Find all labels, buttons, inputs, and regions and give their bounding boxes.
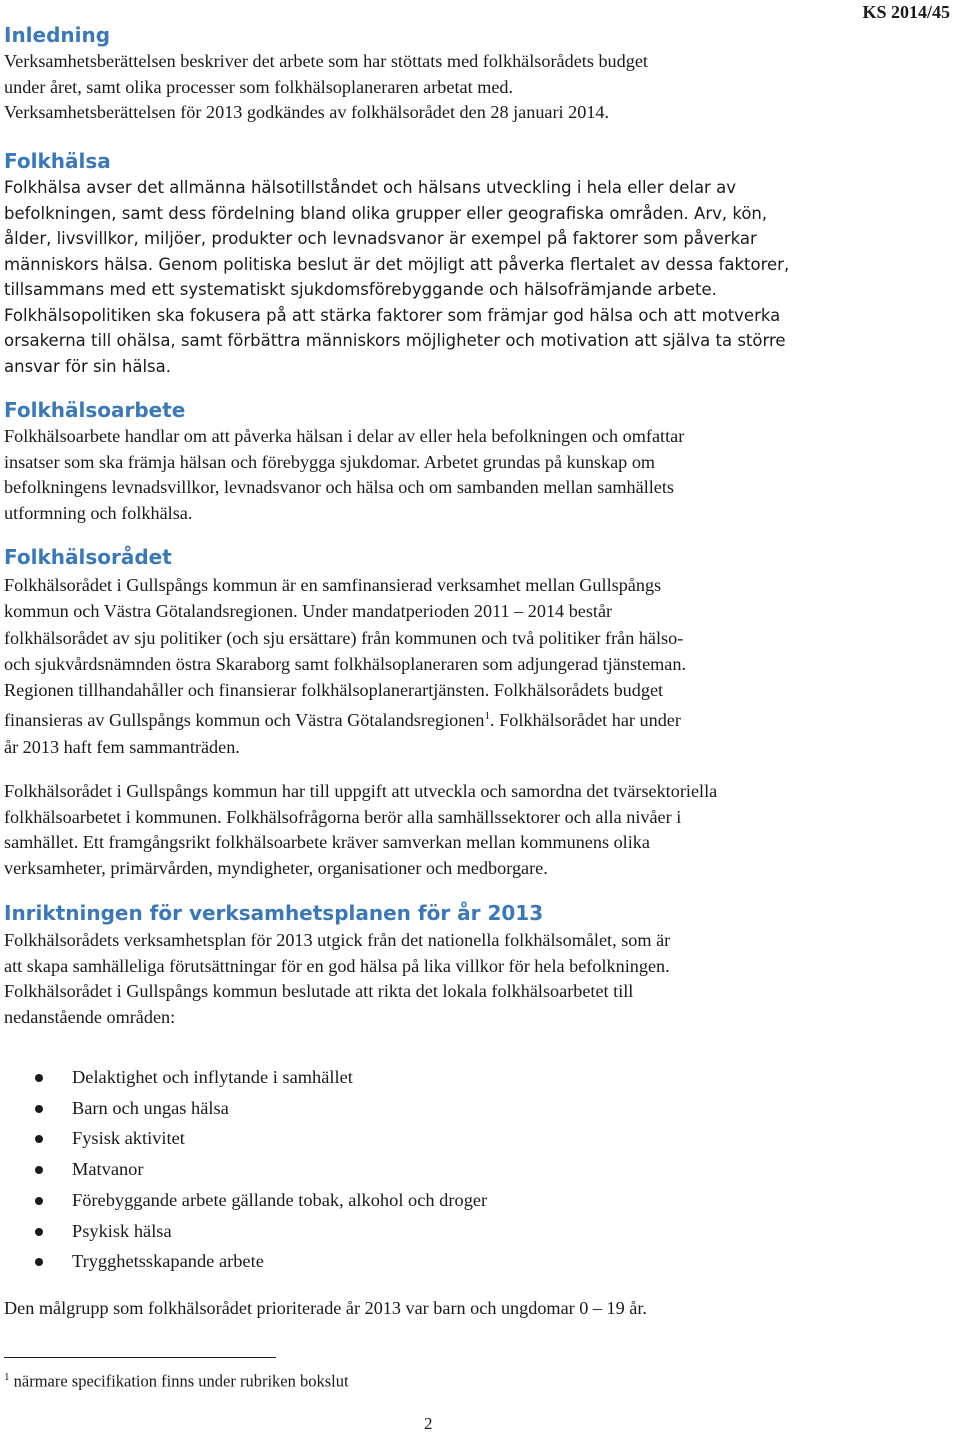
list-item — [4, 1062, 487, 1093]
text-line: befolkningens levnadsvillkor, levnadsvanor och hälsa och om sambanden mellan samhällets — [4, 477, 675, 497]
text-line: ålder, livsvillkor, miljöer, produkter och levnadsvanor är exempel på faktorer som påverkar — [4, 229, 757, 248]
text-line: folkhälsorådet av sju politiker (och sju ersättare) från kommunen och två politiker från hälso- — [4, 627, 684, 648]
list-item — [4, 1216, 487, 1247]
list-item — [4, 1246, 487, 1277]
text-line: utformning och folkhälsa. — [4, 502, 193, 523]
footnote-text: närmare specifikation finns under rubriken bokslut — [9, 1371, 349, 1391]
text-line: Verksamhetsberättelsen beskriver det arbete som har stöttats med folkhälsorådets budget — [4, 51, 648, 71]
paragraph-inriktningen — [4, 928, 944, 1030]
list-item-label: Matvanor — [72, 1159, 144, 1180]
bullet-icon — [35, 1135, 43, 1143]
footnote-divider — [4, 1357, 276, 1358]
text-line: Folkhälsorådet i Gullspångs kommun har till uppgift att utveckla och samordna det tvärsektoriella — [4, 781, 718, 801]
list-item — [4, 1154, 487, 1185]
bullet-icon — [35, 1197, 43, 1205]
text-line: Folkhälsorådets verksamhetsplan för 2013 utgick från det nationella folkhälsomålet, som är — [4, 930, 671, 950]
bullet-icon — [35, 1166, 43, 1174]
paragraph-folkhalsoarbete — [4, 424, 944, 526]
text-line: verksamheter, primärvården, myndigheter, organisationer och medborgare. — [4, 857, 548, 878]
footnote — [4, 1366, 349, 1393]
list-item — [4, 1185, 487, 1216]
list-item-label: Förebyggande arbete gällande tobak, alkohol och droger — [72, 1189, 488, 1210]
text-line: tillsammans med ett systematiskt sjukdomsförebyggande och hälsofrämjande arbete. — [4, 280, 717, 299]
text-line: orsakerna till ohälsa, samt förbättra människors möjligheter och motivation att själva ta större — [4, 331, 786, 350]
list-item-label: Fysisk aktivitet — [72, 1128, 185, 1149]
paragraph-folkhalsoradet-2 — [4, 779, 944, 881]
text-line: Folkhälsoarbete handlar om att påverka hälsan i delar av eller hela befolkningen och omfattar — [4, 426, 685, 446]
list-item — [4, 1093, 487, 1124]
paragraph-folkhalsa-sans — [4, 175, 944, 379]
text-line: ansvar för sin hälsa. — [4, 356, 171, 376]
page-number: 2 — [424, 1414, 433, 1433]
text-line: år 2013 haft fem sammanträden. — [4, 736, 240, 757]
heading-inriktningen: Inriktningen för verksamhetsplanen för år 2013 — [4, 901, 544, 925]
text-line: under året, samt olika processer som folkhälsoplaneraren arbetat med. — [4, 76, 514, 97]
list-item-label: Barn och ungas hälsa — [72, 1097, 229, 1118]
list-item-label: Trygghetsskapande arbete — [72, 1251, 264, 1272]
footnote-reference: 1 — [484, 710, 491, 723]
bullet-icon — [35, 1228, 43, 1236]
footnote-marker: 1 — [4, 1371, 10, 1383]
bullet-icon — [35, 1074, 43, 1082]
heading-folkhalsoarbete: Folkhälsoarbete — [4, 398, 186, 422]
text-line: samhället. Ett framgångsrikt folkhälsoarbete kräver samverkan mellan kommunens olika — [4, 832, 650, 852]
text-line: Folkhälsorådet i Gullspångs kommun beslutade att rikta det lokala folkhälsoarbetet till — [4, 981, 634, 1001]
document-reference: KS 2014/45 — [862, 2, 950, 22]
paragraph-target-group: Den målgrupp som folkhälsorådet prioriterade år 2013 var barn och ungdomar 0 – 19 år. — [4, 1298, 647, 1318]
text-line: Folkhälsopolitiken ska fokusera på att stärka faktorer som främjar god hälsa och att motverka — [4, 305, 781, 325]
bullet-icon — [35, 1105, 43, 1113]
areas-list — [4, 1062, 487, 1277]
text-line: folkhälsoarbetet i kommunen. Folkhälsofrågorna berör alla samhällssektorer och alla nivåer i — [4, 806, 682, 827]
text-line: . Folkhälsorådet har under — [490, 710, 681, 731]
text-line: att skapa samhälleliga förutsättningar för en god hälsa på lika villkor för hela befolkningen. — [4, 955, 670, 976]
text-line: Folkhälsorådet i Gullspångs kommun är en samfinansierad verksamhet mellan Gullspångs — [4, 575, 662, 595]
text-line: befolkningen, samt dess fördelning bland olika grupper eller geografiska områden. Arv, kön, — [4, 203, 768, 223]
text-line: finansieras av Gullspångs kommun och Västra Götalandsregionen — [4, 710, 485, 731]
text-line: människors hälsa. Genom politiska beslut är det möjligt att påverka flertalet av dessa faktorer, — [4, 254, 790, 274]
text-line: nedanstående områden: — [4, 1006, 176, 1027]
document-page — [4, 0, 954, 1432]
paragraph-folkhalsoradet-1 — [4, 572, 944, 760]
text-line: Regionen tillhandahåller och finansierar folkhälsoplanerartjänsten. Folkhälsorådets budget — [4, 680, 664, 701]
text-line: och sjukvårdsnämnden östra Skaraborg samt folkhälsoplaneraren som adjungerad tjänsteman. — [4, 653, 687, 674]
list-item-label: Delaktighet och inflytande i samhället — [72, 1067, 353, 1087]
bullet-icon — [35, 1258, 43, 1266]
heading-folkhalsa: Folkhälsa — [4, 149, 111, 173]
text-line: Folkhälsa avser det allmänna hälsotillståndet och hälsans utveckling i hela eller delar av — [4, 178, 736, 197]
heading-inledning: Inledning — [4, 23, 111, 47]
paragraph-inledning — [4, 49, 944, 126]
heading-folkhalsoradet: Folkhälsorådet — [4, 545, 172, 569]
list-item — [4, 1123, 487, 1154]
list-item-label: Psykisk hälsa — [72, 1220, 172, 1241]
text-line: Verksamhetsberättelsen för 2013 godkändes av folkhälsorådet den 28 januari 2014. — [4, 102, 610, 122]
text-line: insatser som ska främja hälsan och förebygga sjukdomar. Arbetet grundas på kunskap om — [4, 451, 656, 472]
text-line: kommun och Västra Götalandsregionen. Under mandatperioden 2011 – 2014 består — [4, 601, 613, 622]
